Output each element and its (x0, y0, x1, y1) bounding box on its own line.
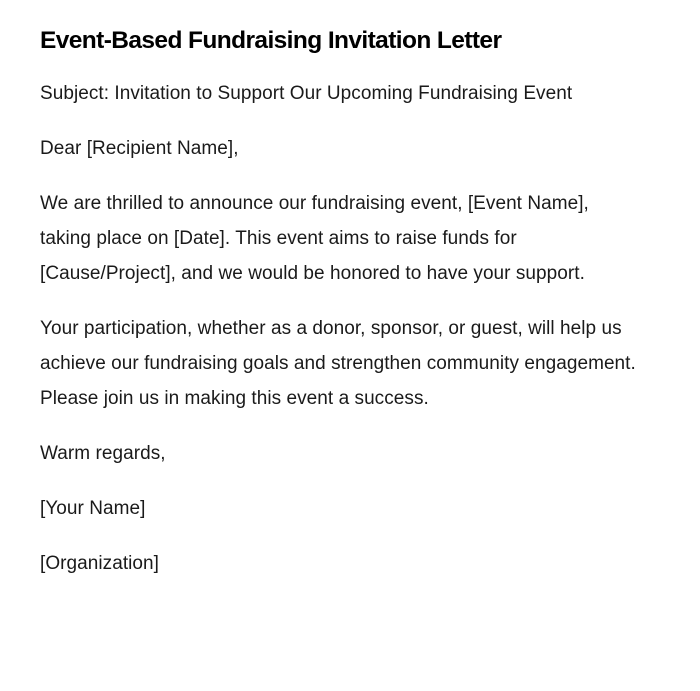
closing: Warm regards, (40, 443, 166, 464)
signature-name: [Your Name] (40, 498, 146, 519)
salutation: Dear [Recipient Name], (40, 138, 239, 159)
body-paragraph-2: Your participation, whether as a donor, sponsor, or guest, will help us achieve our fundraising goals and strengthen community engagement. Please join us in making this event a success. (40, 318, 636, 409)
signature-organization: [Organization] (40, 553, 159, 574)
body-paragraph-1: We are thrilled to announce our fundraising event, [Event Name], taking place on [Date]. This event aims to raise funds for [Cause/Project], and we would be honored to have your support. (40, 193, 589, 284)
subject-line: Subject: Invitation to Support Our Upcoming Fundraising Event (40, 83, 573, 104)
document-title: Event-Based Fundraising Invitation Letter (40, 27, 502, 54)
